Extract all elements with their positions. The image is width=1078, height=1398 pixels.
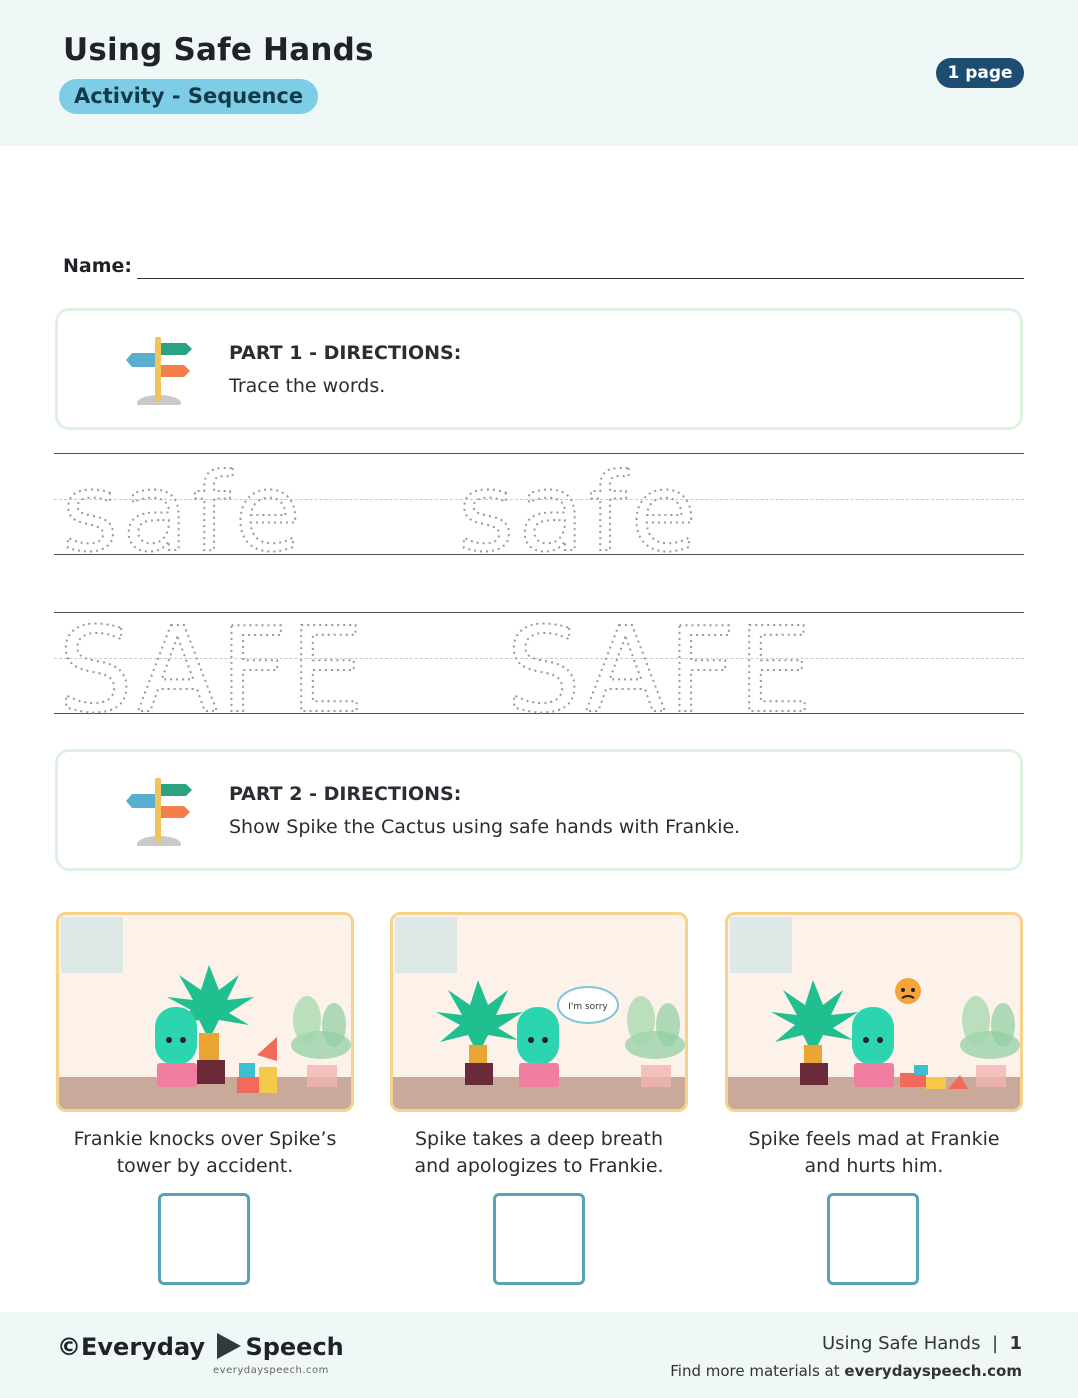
part1-directions-box bbox=[55, 308, 1023, 430]
panel-3-caption: Spike feels mad at Frankie and hurts him. bbox=[748, 1128, 1000, 1177]
spike-cactus-icon bbox=[852, 1007, 894, 1087]
trace-row-lowercase[interactable] bbox=[54, 453, 1024, 555]
panel-2-order-box[interactable] bbox=[493, 1193, 585, 1285]
speech-bubble-text: I'm sorry bbox=[568, 1002, 608, 1012]
part2-title: PART 2 - DIRECTIONS: bbox=[229, 783, 462, 805]
trace-word[interactable]: safe bbox=[458, 453, 701, 555]
copyright-symbol: © bbox=[57, 1333, 81, 1361]
part1-title: PART 1 - DIRECTIONS: bbox=[229, 342, 462, 364]
part2-text: Show Spike the Cactus using safe hands with Frankie. bbox=[229, 816, 741, 838]
speech-bubble-icon bbox=[558, 987, 618, 1023]
footer-doc-title: Using Safe Hands | 1 bbox=[822, 1333, 1022, 1354]
page-number: 1 bbox=[1009, 1333, 1022, 1354]
part1-text: Trace the words. bbox=[229, 375, 386, 397]
brand-logo bbox=[57, 1333, 344, 1361]
story-panel-1 bbox=[56, 912, 354, 1112]
signpost-icon bbox=[124, 333, 194, 405]
part2-directions-box bbox=[55, 749, 1023, 871]
page-title: Using Safe Hands bbox=[63, 32, 374, 68]
brand-url: everydayspeech.com bbox=[213, 1365, 329, 1376]
panel-1-caption: Frankie knocks over Spike’s tower by accident. bbox=[73, 1128, 337, 1177]
footer-site-link[interactable]: everydayspeech.com bbox=[844, 1362, 1022, 1380]
trace-row-uppercase[interactable] bbox=[54, 612, 1024, 714]
brand-word-everyday: Everyday bbox=[81, 1333, 206, 1361]
story-panel-2 bbox=[390, 912, 688, 1112]
story-panel-3 bbox=[725, 912, 1023, 1112]
page-header bbox=[0, 0, 1078, 146]
spike-cactus-icon bbox=[155, 1007, 197, 1087]
play-quote-icon bbox=[217, 1333, 241, 1359]
trace-word[interactable]: safe bbox=[62, 453, 305, 555]
spike-cactus-icon bbox=[517, 1007, 559, 1087]
angry-face-icon bbox=[895, 978, 921, 1004]
trace-word[interactable]: SAFE bbox=[506, 612, 815, 714]
name-label: Name: bbox=[63, 255, 133, 277]
page-count-badge: 1 page bbox=[936, 58, 1024, 88]
panel-3-order-box[interactable] bbox=[827, 1193, 919, 1285]
signpost-icon bbox=[124, 774, 194, 846]
panel-2-caption: Spike takes a deep breath and apologizes to Frankie. bbox=[414, 1128, 664, 1177]
activity-tag: Activity - Sequence bbox=[59, 79, 318, 114]
name-line[interactable] bbox=[137, 278, 1024, 279]
panel-1-order-box[interactable] bbox=[158, 1193, 250, 1285]
footer-more-materials: Find more materials at everydayspeech.com bbox=[670, 1362, 1022, 1380]
brand-word-speech: Speech bbox=[245, 1333, 344, 1361]
trace-word[interactable]: SAFE bbox=[58, 612, 367, 714]
